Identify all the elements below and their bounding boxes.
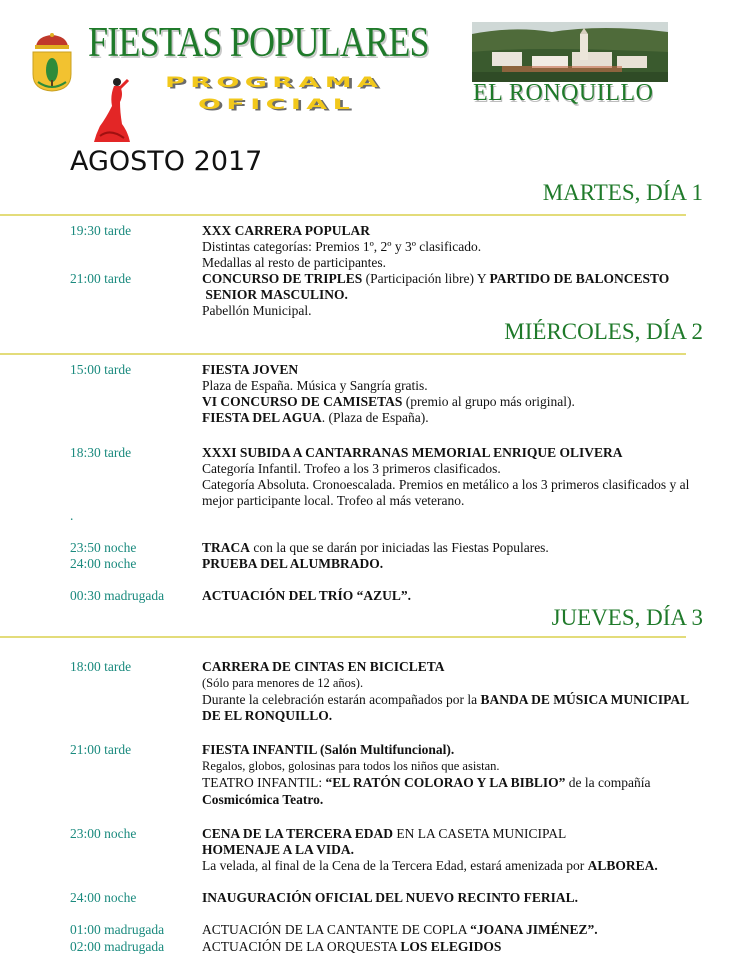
event-title: SENIOR MASCULINO. xyxy=(202,287,348,302)
month-heading: AGOSTO 2017 xyxy=(70,146,263,177)
event-detail: Medallas al resto de participantes. xyxy=(202,255,387,270)
event-title: ACTUACIÓN DEL TRÍO “AZUL”. xyxy=(202,588,412,603)
event-time: 15:00 tarde xyxy=(70,362,132,377)
event-detail: Durante la celebración estarán acompañados por la BANDA DE MÚSICA MUNICIPAL xyxy=(202,692,690,707)
event-title: CARRERA DE CINTAS EN BICICLETA xyxy=(202,659,445,674)
event-time: 23:00 noche xyxy=(70,826,137,841)
event-time: 24:00 noche xyxy=(70,556,137,571)
event-title: PRUEBA DEL ALUMBRADO. xyxy=(202,556,384,571)
event-title: TRACA con la que se darán por iniciadas las Fiestas Populares. xyxy=(202,540,549,555)
oficial-label: OFICIAL xyxy=(198,95,356,113)
town-photo xyxy=(472,22,668,82)
event-detail: HOMENAJE A LA VIDA. xyxy=(202,842,355,857)
event-detail: Cosmicómica Teatro. xyxy=(202,792,324,807)
flamenco-dancer-icon xyxy=(90,76,138,144)
event-time: 18:30 tarde xyxy=(70,445,132,460)
event-detail: VI CONCURSO DE CAMISETAS (premio al grupo más original). xyxy=(202,394,575,409)
event-detail: Regalos, globos, golosinas para todos los niños que asistan. xyxy=(202,759,500,773)
divider xyxy=(0,214,686,216)
event-title: XXX CARRERA POPULAR xyxy=(202,223,370,238)
event-time: 23:50 noche xyxy=(70,540,137,555)
divider xyxy=(0,636,686,638)
event-title: FIESTA JOVEN xyxy=(202,362,299,377)
stray-mark: . xyxy=(70,508,74,523)
event-detail: FIESTA DEL AGUA. (Plaza de España). xyxy=(202,410,429,425)
event-detail: Plaza de España. Música y Sangría gratis. xyxy=(202,378,428,393)
event-time: 01:00 madrugada xyxy=(70,922,165,937)
coat-of-arms-icon xyxy=(30,32,74,92)
event-title: CENA DE LA TERCERA EDAD EN LA CASETA MUNICIPAL xyxy=(202,826,567,841)
event-time: 18:00 tarde xyxy=(70,659,132,674)
event-time: 24:00 noche xyxy=(70,890,137,905)
day-heading: MIÉRCOLES, DÍA 2 xyxy=(504,319,703,344)
divider xyxy=(0,353,686,355)
poster-title: FIESTAS POPULARES xyxy=(88,20,429,66)
event-detail: Distintas categorías: Premios 1º, 2º y 3º clasificado. xyxy=(202,239,482,254)
event-time: 02:00 madrugada xyxy=(70,939,165,954)
event-detail: DE EL RONQUILLO. xyxy=(202,708,333,723)
event-time: 00:30 madrugada xyxy=(70,588,165,603)
event-detail: Categoría Infantil. Trofeo a los 3 primeros clasificados. xyxy=(202,461,501,476)
event-time: 21:00 tarde xyxy=(70,271,132,286)
event-detail: Pabellón Municipal. xyxy=(202,303,312,318)
event-title: FIESTA INFANTIL (Salón Multifuncional). xyxy=(202,742,455,757)
event-detail: mejor participante local. Trofeo al más veterano. xyxy=(202,493,465,508)
event-detail: La velada, al final de la Cena de la Tercera Edad, estará amenizada por ALBOREA. xyxy=(202,858,658,873)
event-detail: TEATRO INFANTIL: “EL RATÓN COLORAO Y LA BIBLIO” de la compañía xyxy=(202,775,651,790)
day-heading: JUEVES, DÍA 3 xyxy=(551,605,703,630)
event-title: INAUGURACIÓN OFICIAL DEL NUEVO RECINTO FERIAL. xyxy=(202,890,579,905)
event-title: CONCURSO DE TRIPLES (Participación libre) Y PARTIDO DE BALONCESTO xyxy=(202,271,670,286)
event-title: XXXI SUBIDA A CANTARRANAS MEMORIAL ENRIQUE OLIVERA xyxy=(202,445,623,460)
event-detail: Categoría Absoluta. Cronoescalada. Premios en metálico a los 3 primeros clasificados y al xyxy=(202,477,690,492)
event-time: 21:00 tarde xyxy=(70,742,132,757)
programa-label: PROGRAMA xyxy=(165,73,384,91)
event-title: ACTUACIÓN DE LA CANTANTE DE COPLA “JOANA JIMÉNEZ”. xyxy=(202,922,598,937)
town-name: EL RONQUILLO xyxy=(473,80,654,106)
event-time: 19:30 tarde xyxy=(70,223,132,238)
event-title: ACTUACIÓN DE LA ORQUESTA LOS ELEGIDOS xyxy=(202,939,502,954)
day-heading: MARTES, DÍA 1 xyxy=(542,180,703,205)
event-detail: (Sólo para menores de 12 años). xyxy=(202,676,364,690)
